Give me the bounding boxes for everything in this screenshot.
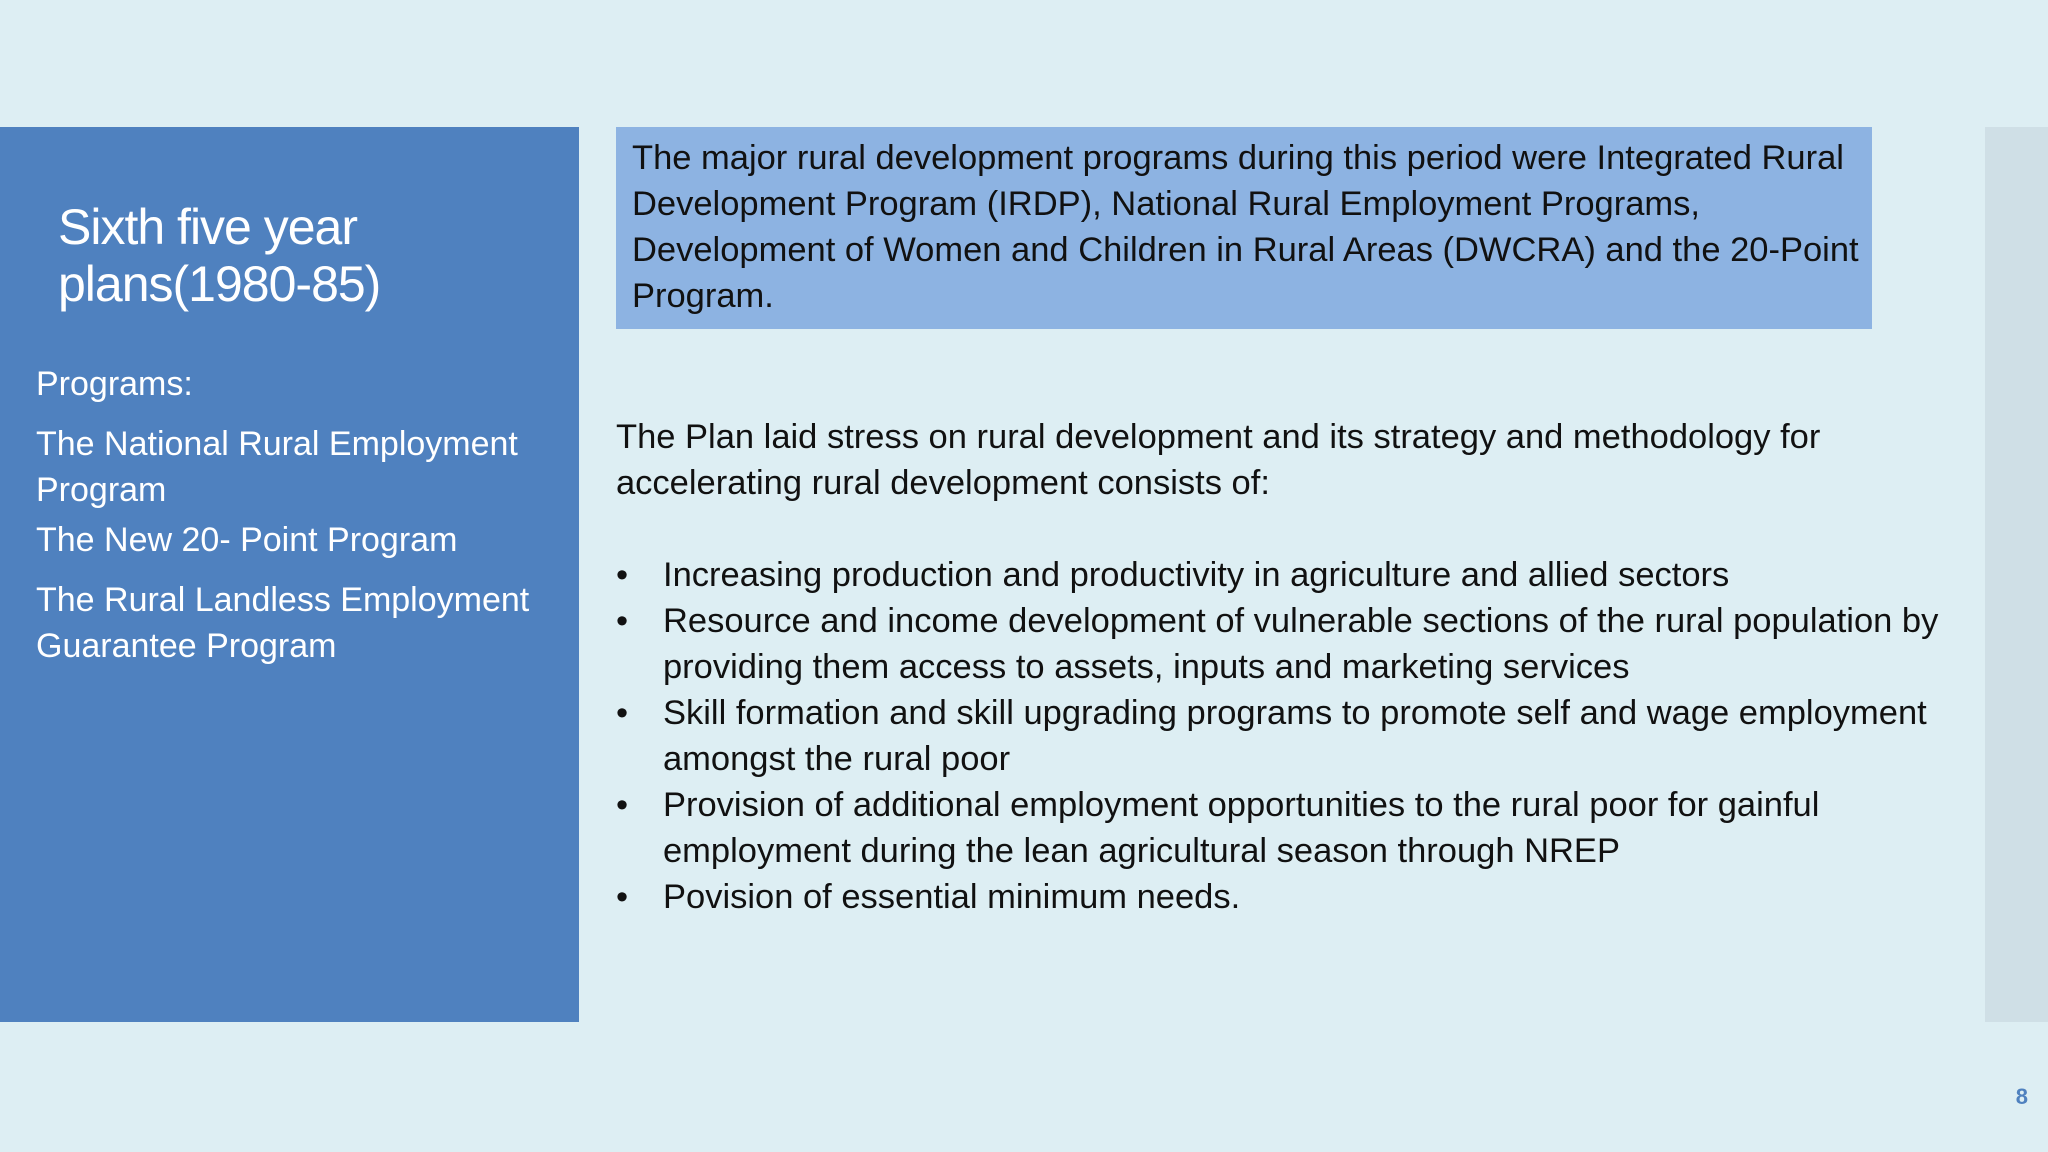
list-item: [616, 598, 1946, 690]
bullet-icon: •: [616, 786, 629, 824]
program-item: The National Rural Employment Program: [36, 425, 518, 509]
bullet-text: Increasing production and productivity in agriculture and allied sectors: [663, 556, 1730, 594]
bullet-icon: •: [616, 694, 629, 732]
bullet-text: Provision of additional employment opportunities to the rural poor for gainful employment during the lean agricultural season through NREP: [663, 786, 1820, 870]
bullet-text: Skill formation and skill upgrading programs to promote self and wage employment amongst the rural poor: [663, 694, 1927, 778]
right-accent-strip: [1985, 127, 2048, 1022]
page-number: 8: [2015, 1084, 2028, 1109]
programs-label: Programs:: [36, 365, 193, 403]
list-item: [616, 874, 1946, 920]
program-item: The Rural Landless Employment Guarantee Program: [36, 581, 530, 665]
intro-paragraph: The Plan laid stress on rural development and its strategy and methodology for accelerating rural development consists of:: [616, 418, 1821, 502]
bullet-text: Resource and income development of vulnerable sections of the rural population by providing them access to assets, inputs and marketing services: [663, 602, 1939, 686]
highlight-box: [616, 127, 1872, 329]
list-item: [616, 782, 1946, 874]
program-item: The New 20- Point Program: [36, 521, 458, 559]
list-item: [616, 690, 1946, 782]
slide-title: Sixth five year plans(1980-85): [58, 199, 381, 312]
list-item: [616, 552, 1946, 598]
left-panel: [0, 127, 579, 1022]
bullet-icon: •: [616, 556, 629, 594]
bullet-icon: •: [616, 602, 629, 640]
highlight-text: The major rural development programs during this period were Integrated Rural Development Program (IRDP), National Rural Employment Programs, Development of Women and Children in Rural Areas (DWCRA) and the 20-Point Program.: [632, 139, 1859, 315]
bullet-text: Povision of essential minimum needs.: [663, 878, 1241, 916]
strategy-bullet-list: [616, 552, 1946, 920]
bullet-icon: •: [616, 878, 629, 916]
